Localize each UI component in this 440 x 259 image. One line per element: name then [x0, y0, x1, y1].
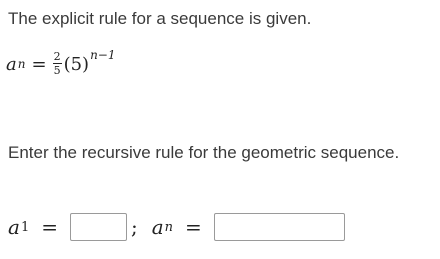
separator-semicolon: ;	[130, 215, 138, 239]
fraction-numerator: 2	[53, 49, 61, 63]
recursive-rule-answer-row	[8, 210, 345, 244]
explicit-base: (5)	[63, 53, 90, 75]
recursive-rule-prompt: Enter the recursive rule for the geometric sequence.	[8, 143, 400, 162]
general-term-var: a	[151, 215, 164, 239]
first-term-input[interactable]	[70, 213, 127, 241]
first-term-equals-sign: =	[41, 215, 58, 239]
explicit-coefficient-fraction	[53, 51, 62, 76]
general-term-equals-sign: =	[185, 215, 202, 239]
first-term-subscript: 1	[20, 219, 30, 235]
explicit-exponent: n−1	[90, 48, 116, 62]
explicit-rule-prompt: The explicit rule for a sequence is given.	[8, 9, 312, 28]
general-term-subscript: n	[164, 219, 174, 235]
first-term-var: a	[8, 215, 20, 239]
fraction-denominator: 5	[53, 63, 61, 77]
explicit-lhs-subscript: n	[17, 57, 26, 71]
explicit-rule-formula	[6, 46, 115, 82]
explicit-lhs-var: a	[6, 53, 17, 75]
recursive-rule-input[interactable]	[214, 213, 345, 241]
explicit-equals-sign: =	[31, 53, 47, 75]
